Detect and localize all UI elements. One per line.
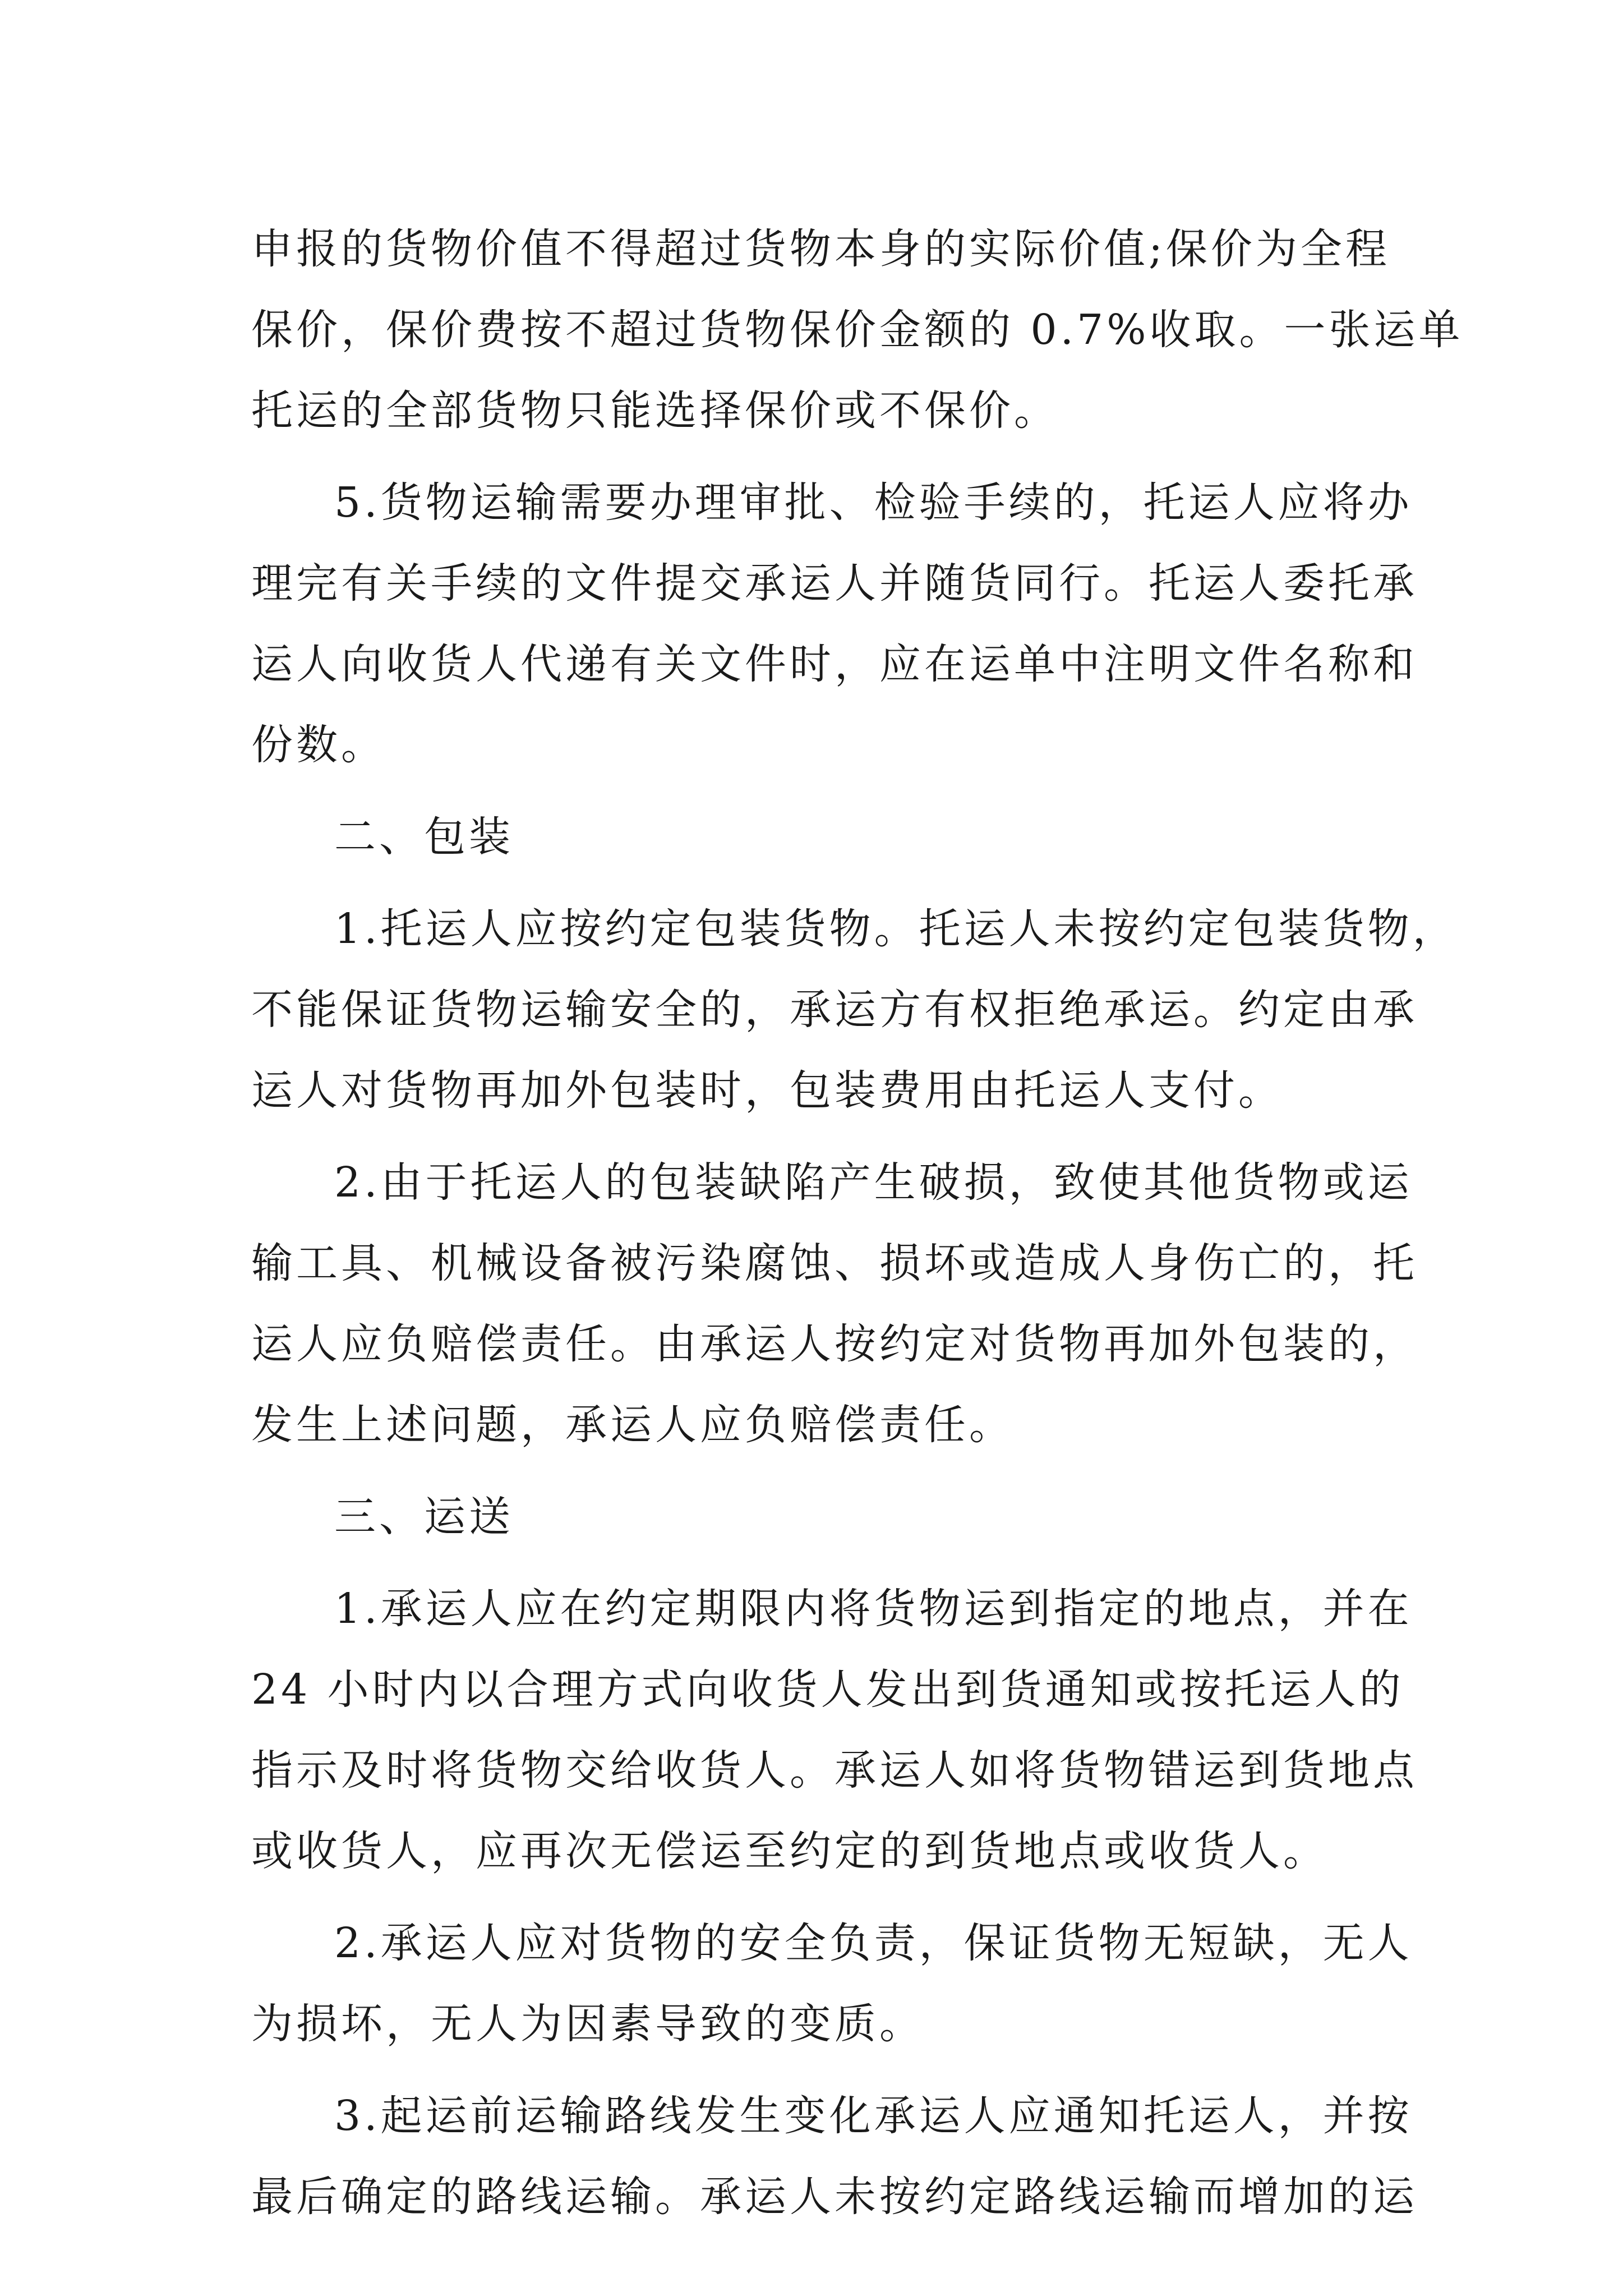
text-line: 指示及时将货物交给收货人。承运人如将货物错运到货地点 (251, 1746, 1418, 1795)
text-line: 运人向收货人代递有关文件时，应在运单中注明文件名称和 (251, 640, 1418, 688)
text-line: 或收货人，应再次无偿运至约定的到货地点或收货人。 (251, 1827, 1328, 1875)
text-line: 为损坏，无人为因素导致的变质。 (251, 2000, 924, 2048)
text-line: 输工具、机械设备被污染腐蚀、损坏或造成人身伤亡的，托 (251, 1239, 1418, 1287)
document-body (251, 209, 1464, 2237)
text-line: 运人对货物再加外包装时，包装费用由托运人支付。 (251, 1066, 1283, 1115)
text-line: 1.托运人应按约定包装货物。托运人未按约定包装货物， (334, 905, 1458, 953)
text-line: 5.货物运输需要办理审批、检验手续的，托运人应将办 (334, 478, 1413, 527)
text-line: 2.由于托运人的包装缺陷产生破损，致使其他货物或运 (334, 1158, 1413, 1207)
text-line: 发生上述问题，承运人应负赔偿责任。 (251, 1401, 1014, 1449)
text-line: 申报的货物价值不得超过货物本身的实际价值;保价为全程 (251, 225, 1390, 273)
section-heading: 二、包装 (334, 813, 514, 861)
text-line: 24 小时内以合理方式向收货人发出到货通知或按托运人的 (251, 1665, 1404, 1714)
text-line: 理完有关手续的文件提交承运人并随货同行。托运人委托承 (251, 559, 1418, 608)
text-line: 托运的全部货物只能选择保价或不保价。 (251, 386, 1059, 435)
text-line: 保价，保价费按不超过货物保价金额的 0.7%收取。一张运单 (251, 306, 1464, 354)
text-line: 最后确定的路线运输。承运人未按约定路线运输而增加的运 (251, 2173, 1418, 2221)
text-line: 运人应负赔偿责任。由承运人按约定对货物再加外包装的， (251, 1320, 1418, 1368)
text-line: 1.承运人应在约定期限内将货物运到指定的地点，并在 (334, 1585, 1413, 1633)
section-heading: 三、运送 (334, 1493, 514, 1541)
text-line: 份数。 (251, 721, 386, 769)
text-line: 2.承运人应对货物的安全负责，保证货物无短缺，无人 (334, 1919, 1413, 1967)
text-line: 3.起运前运输路线发生变化承运人应通知托运人，并按 (334, 2092, 1413, 2140)
text-line: 不能保证货物运输安全的，承运方有权拒绝承运。约定由承 (251, 986, 1418, 1034)
